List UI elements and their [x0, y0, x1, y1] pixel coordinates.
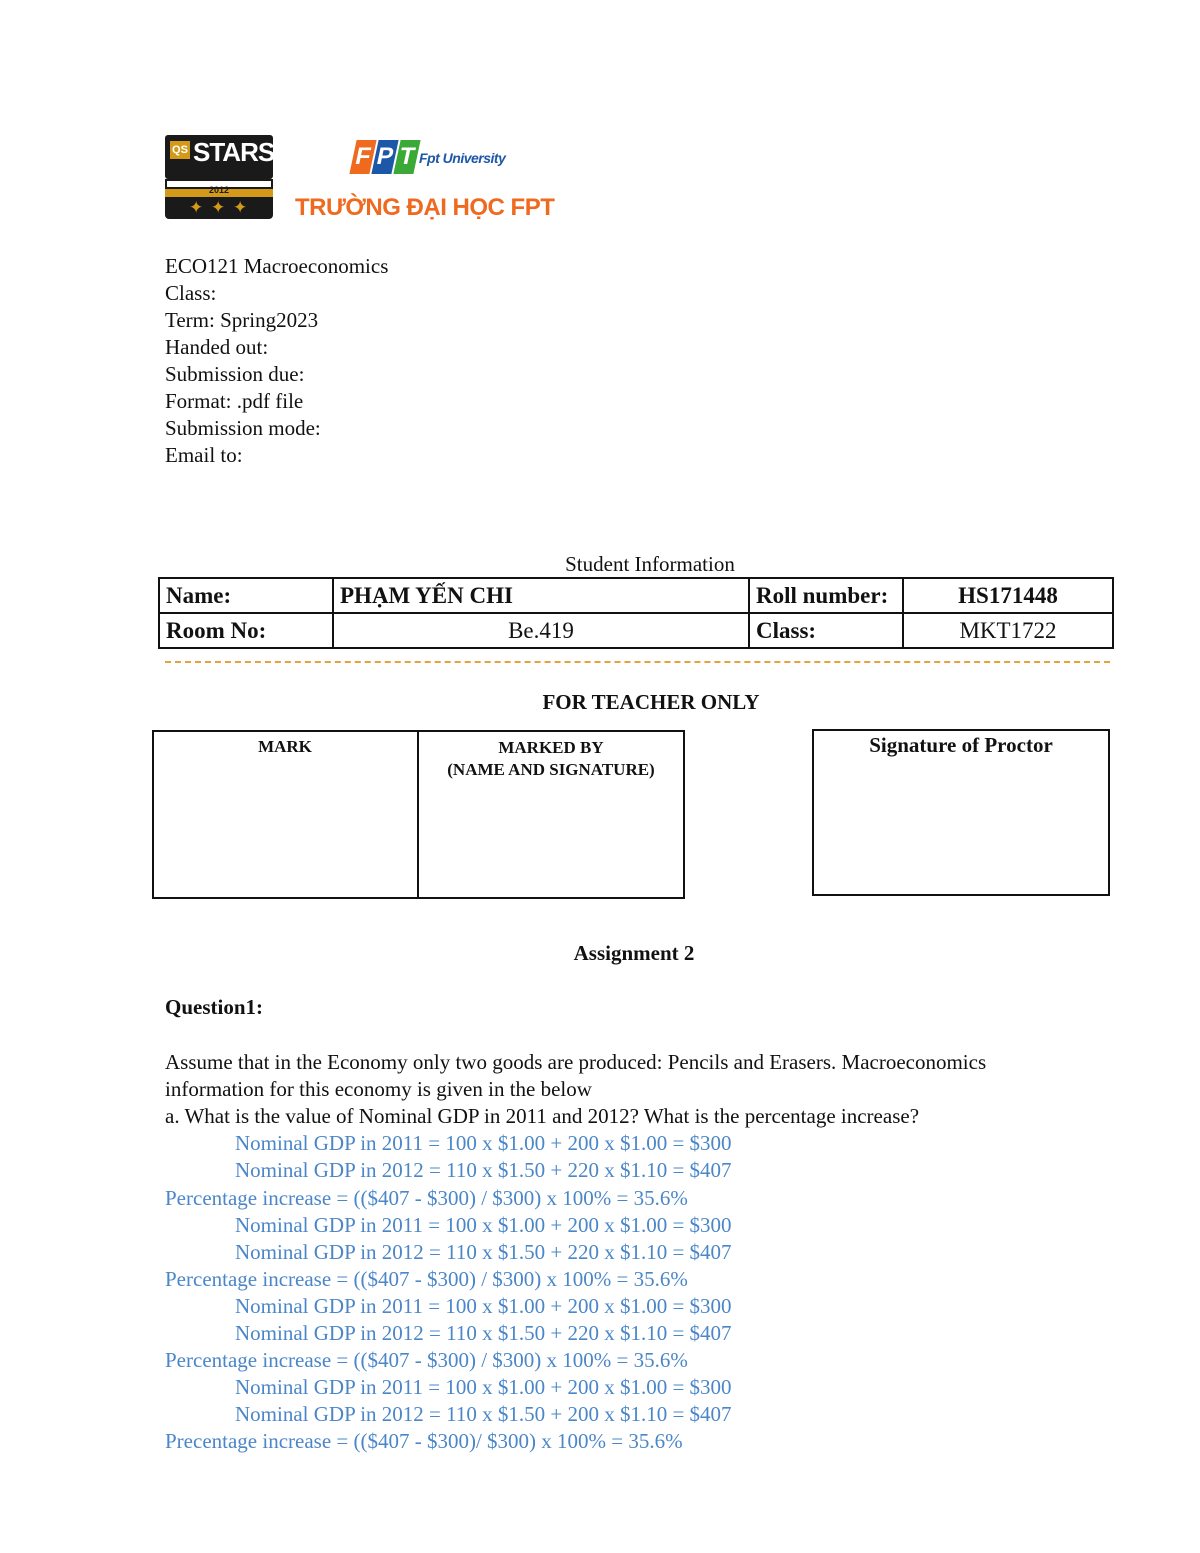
table-row [159, 613, 1113, 648]
answer-line: Nominal GDP in 2012 = 110 x $1.50 + 220 x $1.10 = $407 [235, 1321, 732, 1345]
name-value: PHẠM YẾN CHI [333, 578, 749, 613]
format-line: Format: .pdf file [165, 389, 304, 413]
stars-year: 2012 [208, 185, 230, 195]
class-label: Class: [749, 613, 903, 648]
course-name: ECO121 Macroeconomics [165, 254, 389, 278]
question-label: Question1: [165, 995, 264, 1019]
answer-line: Percentage increase = (($407 - $300) / $300) x 100% = 35.6% [165, 1348, 688, 1372]
marked-by-label [419, 737, 683, 781]
handed-out-line: Handed out: [165, 335, 269, 359]
dashed-divider [165, 661, 1110, 663]
submission-due-line: Submission due: [165, 362, 305, 386]
stars-word: STARS [193, 137, 275, 167]
intro-line-1: Assume that in the Economy only two goods are produced: Pencils and Erasers. Macroeconomics [165, 1050, 987, 1074]
class-value: MKT1722 [903, 613, 1113, 648]
teacher-only-title: FOR TEACHER ONLY [542, 690, 760, 714]
answer-line: Nominal GDP in 2011 = 100 x $1.00 + 200 x $1.00 = $300 [235, 1294, 732, 1318]
roll-value: HS171448 [903, 578, 1113, 613]
answer-line: Nominal GDP in 2011 = 100 x $1.00 + 200 x $1.00 = $300 [235, 1375, 732, 1399]
question-a: a. What is the value of Nominal GDP in 2011 and 2012? What is the percentage increase? [165, 1104, 920, 1128]
student-info-table [158, 577, 1114, 649]
student-info-caption: Student Information [565, 552, 735, 576]
answer-line: Precentage increase = (($407 - $300)/ $300) x 100% = 35.6% [165, 1429, 683, 1453]
star-icon: ✦ [233, 198, 248, 217]
submission-mode-line: Submission mode: [165, 416, 321, 440]
star-icon: ✦ [211, 198, 226, 217]
answer-line: Nominal GDP in 2012 = 110 x $1.50 + 200 x $1.10 = $407 [235, 1402, 732, 1426]
marked-by-line-1: MARKED BY [498, 738, 604, 757]
term-line: Term: Spring2023 [165, 308, 319, 332]
answer-line: Nominal GDP in 2012 = 110 x $1.50 + 220 x $1.10 = $407 [235, 1240, 732, 1264]
fpt-letter-f: F [349, 140, 376, 174]
answer-line: Nominal GDP in 2012 = 110 x $1.50 + 220 x $1.10 = $407 [235, 1158, 732, 1182]
answer-line: Percentage increase = (($407 - $300) / $300) x 100% = 35.6% [165, 1186, 688, 1210]
fpt-university-text: Fpt University [419, 150, 506, 166]
fpt-school-name: TRƯỜNG ĐẠI HỌC FPT [295, 194, 555, 221]
assignment-title: Assignment 2 [573, 941, 695, 965]
room-value: Be.419 [333, 613, 749, 648]
answer-line: Nominal GDP in 2011 = 100 x $1.00 + 200 x $1.00 = $300 [235, 1213, 732, 1237]
class-line: Class: [165, 281, 217, 305]
star-icon: ✦ [189, 198, 204, 217]
room-label: Room No: [159, 613, 333, 648]
fpt-letter-t: T [393, 140, 420, 174]
name-label: Name: [159, 578, 333, 613]
fpt-logo [295, 138, 555, 228]
mark-label: MARK [258, 737, 312, 756]
fpt-letter-p: P [371, 140, 398, 174]
roll-label: Roll number: [749, 578, 903, 613]
marked-by-line-2: (NAME AND SIGNATURE) [447, 760, 655, 779]
stars-logo [165, 135, 277, 221]
stars-badge: QS [170, 141, 190, 159]
proctor-label: Signature of Proctor [869, 733, 1053, 757]
answer-line: Percentage increase = (($407 - $300) / $300) x 100% = 35.6% [165, 1267, 688, 1291]
table-row [159, 578, 1113, 613]
intro-line-2: information for this economy is given in the below [165, 1077, 592, 1101]
email-line: Email to: [165, 443, 243, 467]
answer-line: Nominal GDP in 2011 = 100 x $1.00 + 200 x $1.00 = $300 [235, 1131, 732, 1155]
